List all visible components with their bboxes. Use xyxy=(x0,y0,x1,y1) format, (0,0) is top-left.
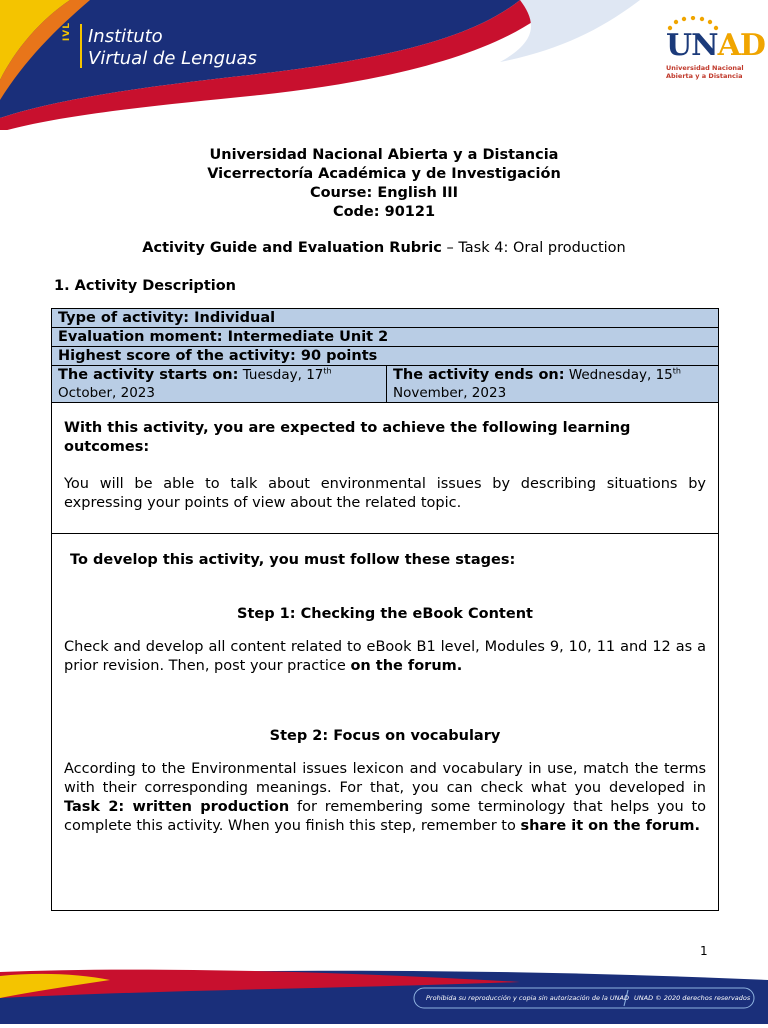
logo-subtitle-2: Abierta y a Distancia xyxy=(666,72,743,80)
unad-logo xyxy=(660,14,765,84)
outcomes-text: You will be able to talk about environmental issues by describing situations by expressing your points of view about the related topic. xyxy=(64,476,706,511)
logo-wordmark xyxy=(666,28,765,63)
table-row xyxy=(52,328,719,347)
section-heading: 1. Activity Description xyxy=(54,278,237,294)
step2-text-a: According to the Environmental issues lexicon and vocabulary in use, match the terms with their corresponding meanings. For that, you can check what you developed in xyxy=(64,761,706,796)
title-line2: Vicerrectoría Académica y de Investigación xyxy=(207,166,561,182)
subtitle-bold: Activity Guide and Evaluation Rubric xyxy=(142,240,442,256)
page-number: 1 xyxy=(700,944,708,958)
start-date-cell xyxy=(52,366,387,403)
step2-title: Step 2: Focus on vocabulary xyxy=(269,728,501,744)
step1-text-bold: on the forum. xyxy=(350,658,463,674)
logo-ad: AD xyxy=(717,28,765,63)
stages-cell xyxy=(52,534,719,911)
ivl-divider xyxy=(80,24,82,68)
end-date-cell xyxy=(387,366,719,403)
learning-outcomes-cell xyxy=(52,403,719,534)
table-row xyxy=(52,309,719,328)
end-sup: th xyxy=(672,366,681,376)
step1-title: Step 1: Checking the eBook Content xyxy=(237,606,533,622)
document-title xyxy=(0,146,768,222)
start-value-a: Tuesday, 17 xyxy=(238,367,324,383)
end-value-b: November, 2023 xyxy=(393,385,507,401)
table-row xyxy=(52,366,719,403)
outcomes-heading: With this activity, you are expected to achieve the following learning outcomes: xyxy=(64,420,631,455)
institute-name-line1: Instituto xyxy=(88,26,163,47)
header-banner xyxy=(0,0,768,130)
highest-score: Highest score of the activity: 90 points xyxy=(52,347,719,366)
title-line1: Universidad Nacional Abierta y a Distancia xyxy=(209,147,559,163)
step1-text xyxy=(64,638,706,676)
table-row xyxy=(52,534,719,911)
institute-name-line2: Virtual de Lenguas xyxy=(88,48,257,69)
start-sup: th xyxy=(323,366,332,376)
start-value-b: October, 2023 xyxy=(58,385,155,401)
evaluation-moment: Evaluation moment: Intermediate Unit 2 xyxy=(52,328,719,347)
title-line3: Course: English III xyxy=(309,185,459,201)
step1-text-body: Check and develop all content related to eBook B1 level, Modules 9, 10, 11 and 12 as a prior revision. Then, post your practice xyxy=(64,639,706,674)
end-label: The activity ends on: xyxy=(393,367,565,383)
step2-text xyxy=(64,760,706,836)
logo-subtitle-1: Universidad Nacional xyxy=(666,64,744,72)
activity-subtitle xyxy=(0,240,768,256)
ivl-tag: IVL xyxy=(62,22,72,42)
step2-text-b: for remembering some terminology that helps you to complete this activity. When you finish this step, remember to xyxy=(64,799,707,834)
logo-un: UN xyxy=(666,28,718,63)
stages-heading: To develop this activity, you must follow these stages: xyxy=(70,552,516,568)
table-row xyxy=(52,403,719,534)
spacer xyxy=(64,676,706,728)
step2-bold-b: share it on the forum. xyxy=(520,818,701,834)
end-value-a: Wednesday, 15 xyxy=(564,367,673,383)
footer-notice: Prohibida su reproducción y copia sin autorización de la UNAD xyxy=(426,994,629,1002)
activity-table xyxy=(51,308,719,911)
footer-rights: UNAD © 2020 derechos reservados xyxy=(634,994,751,1002)
title-line4: Code: 90121 xyxy=(332,204,436,220)
step2-bold-a: Task 2: written production xyxy=(64,799,290,815)
table-row xyxy=(52,347,719,366)
start-label: The activity starts on: xyxy=(58,367,239,383)
subtitle-rest: – Task 4: Oral production xyxy=(441,240,626,256)
activity-type: Type of activity: Individual xyxy=(52,309,719,328)
